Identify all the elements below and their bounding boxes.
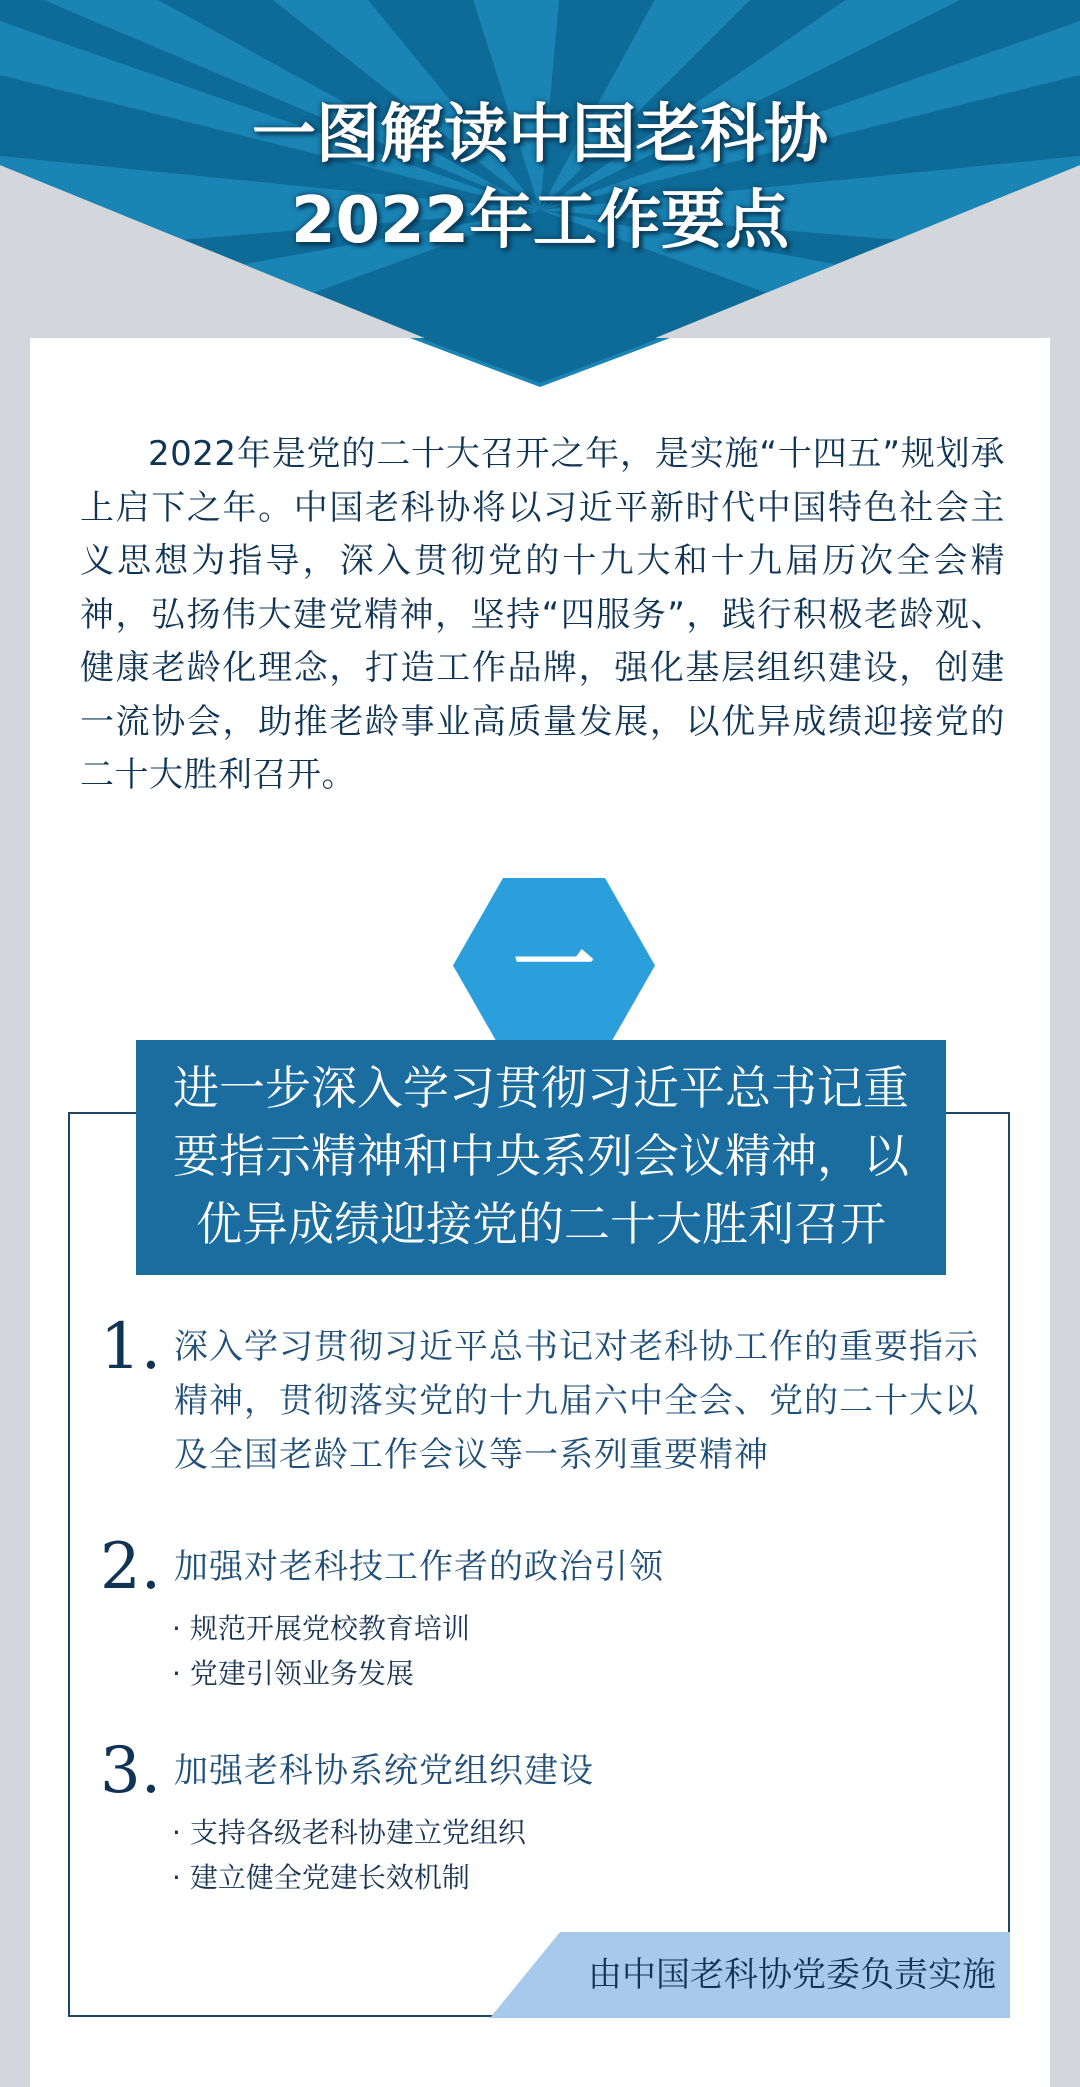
bullet-item: · 规范开展党校教育培训 [172, 1606, 972, 1651]
page-title [0, 92, 1080, 264]
item-number: 2. [100, 1530, 162, 1604]
item-number: 1. [100, 1310, 162, 1384]
section-number: 一 [512, 918, 595, 1013]
item-text: 加强对老科技工作者的政治引领 [174, 1547, 664, 1587]
intro-paragraph: 2022年是党的二十大召开之年，是实施“十四五”规划承上启下之年。中国老科协将以习近平新时代中国特色社会主义思想为指导，深入贯彻党的十九大和十九届历次全会精神，弘扬伟大建党精神，坚持“四服务”，践行积极老龄观、健康老龄化理念，打造工作品牌，强化基层组织建设，创建一流协会，助推老龄事业高质量发展，以优异成绩迎接党的二十大胜利召开。 [80, 434, 1005, 795]
bullet-list [172, 1810, 972, 1900]
item-text: 深入学习贯彻习近平总书记对老科协工作的重要指示精神，贯彻落实党的十九届六中全会、党的二十大以及全国老龄工作会议等一系列重要精神 [174, 1327, 979, 1475]
section-heading [136, 1040, 946, 1275]
title-line-2: 2022年工作要点 [290, 184, 790, 258]
item-number: 3. [100, 1734, 162, 1808]
section-heading-line-2: 要指示精神和中央系列会议精神，以 [173, 1129, 909, 1183]
banner-notch [0, 250, 1080, 390]
bullet-item: · 党建引领业务发展 [172, 1651, 972, 1696]
footer-note: 由中国老科协党委负责实施 [588, 1955, 996, 1995]
item-text: 加强老科协系统党组织建设 [174, 1751, 594, 1791]
section-heading-line-3: 优异成绩迎接党的二十大胜利召开 [196, 1197, 886, 1251]
title-line-1: 一图解读中国老科协 [252, 98, 828, 172]
bullet-list [172, 1606, 972, 1696]
section-heading-line-1: 进一步深入学习贯彻习近平总书记重 [173, 1061, 909, 1115]
list-item-1 [100, 1312, 1000, 1492]
bullet-item: · 支持各级老科协建立党组织 [172, 1810, 972, 1855]
list-item-2 [100, 1532, 1000, 1702]
list-item-3 [100, 1736, 1000, 1906]
bullet-item: · 建立健全党建长效机制 [172, 1855, 972, 1900]
